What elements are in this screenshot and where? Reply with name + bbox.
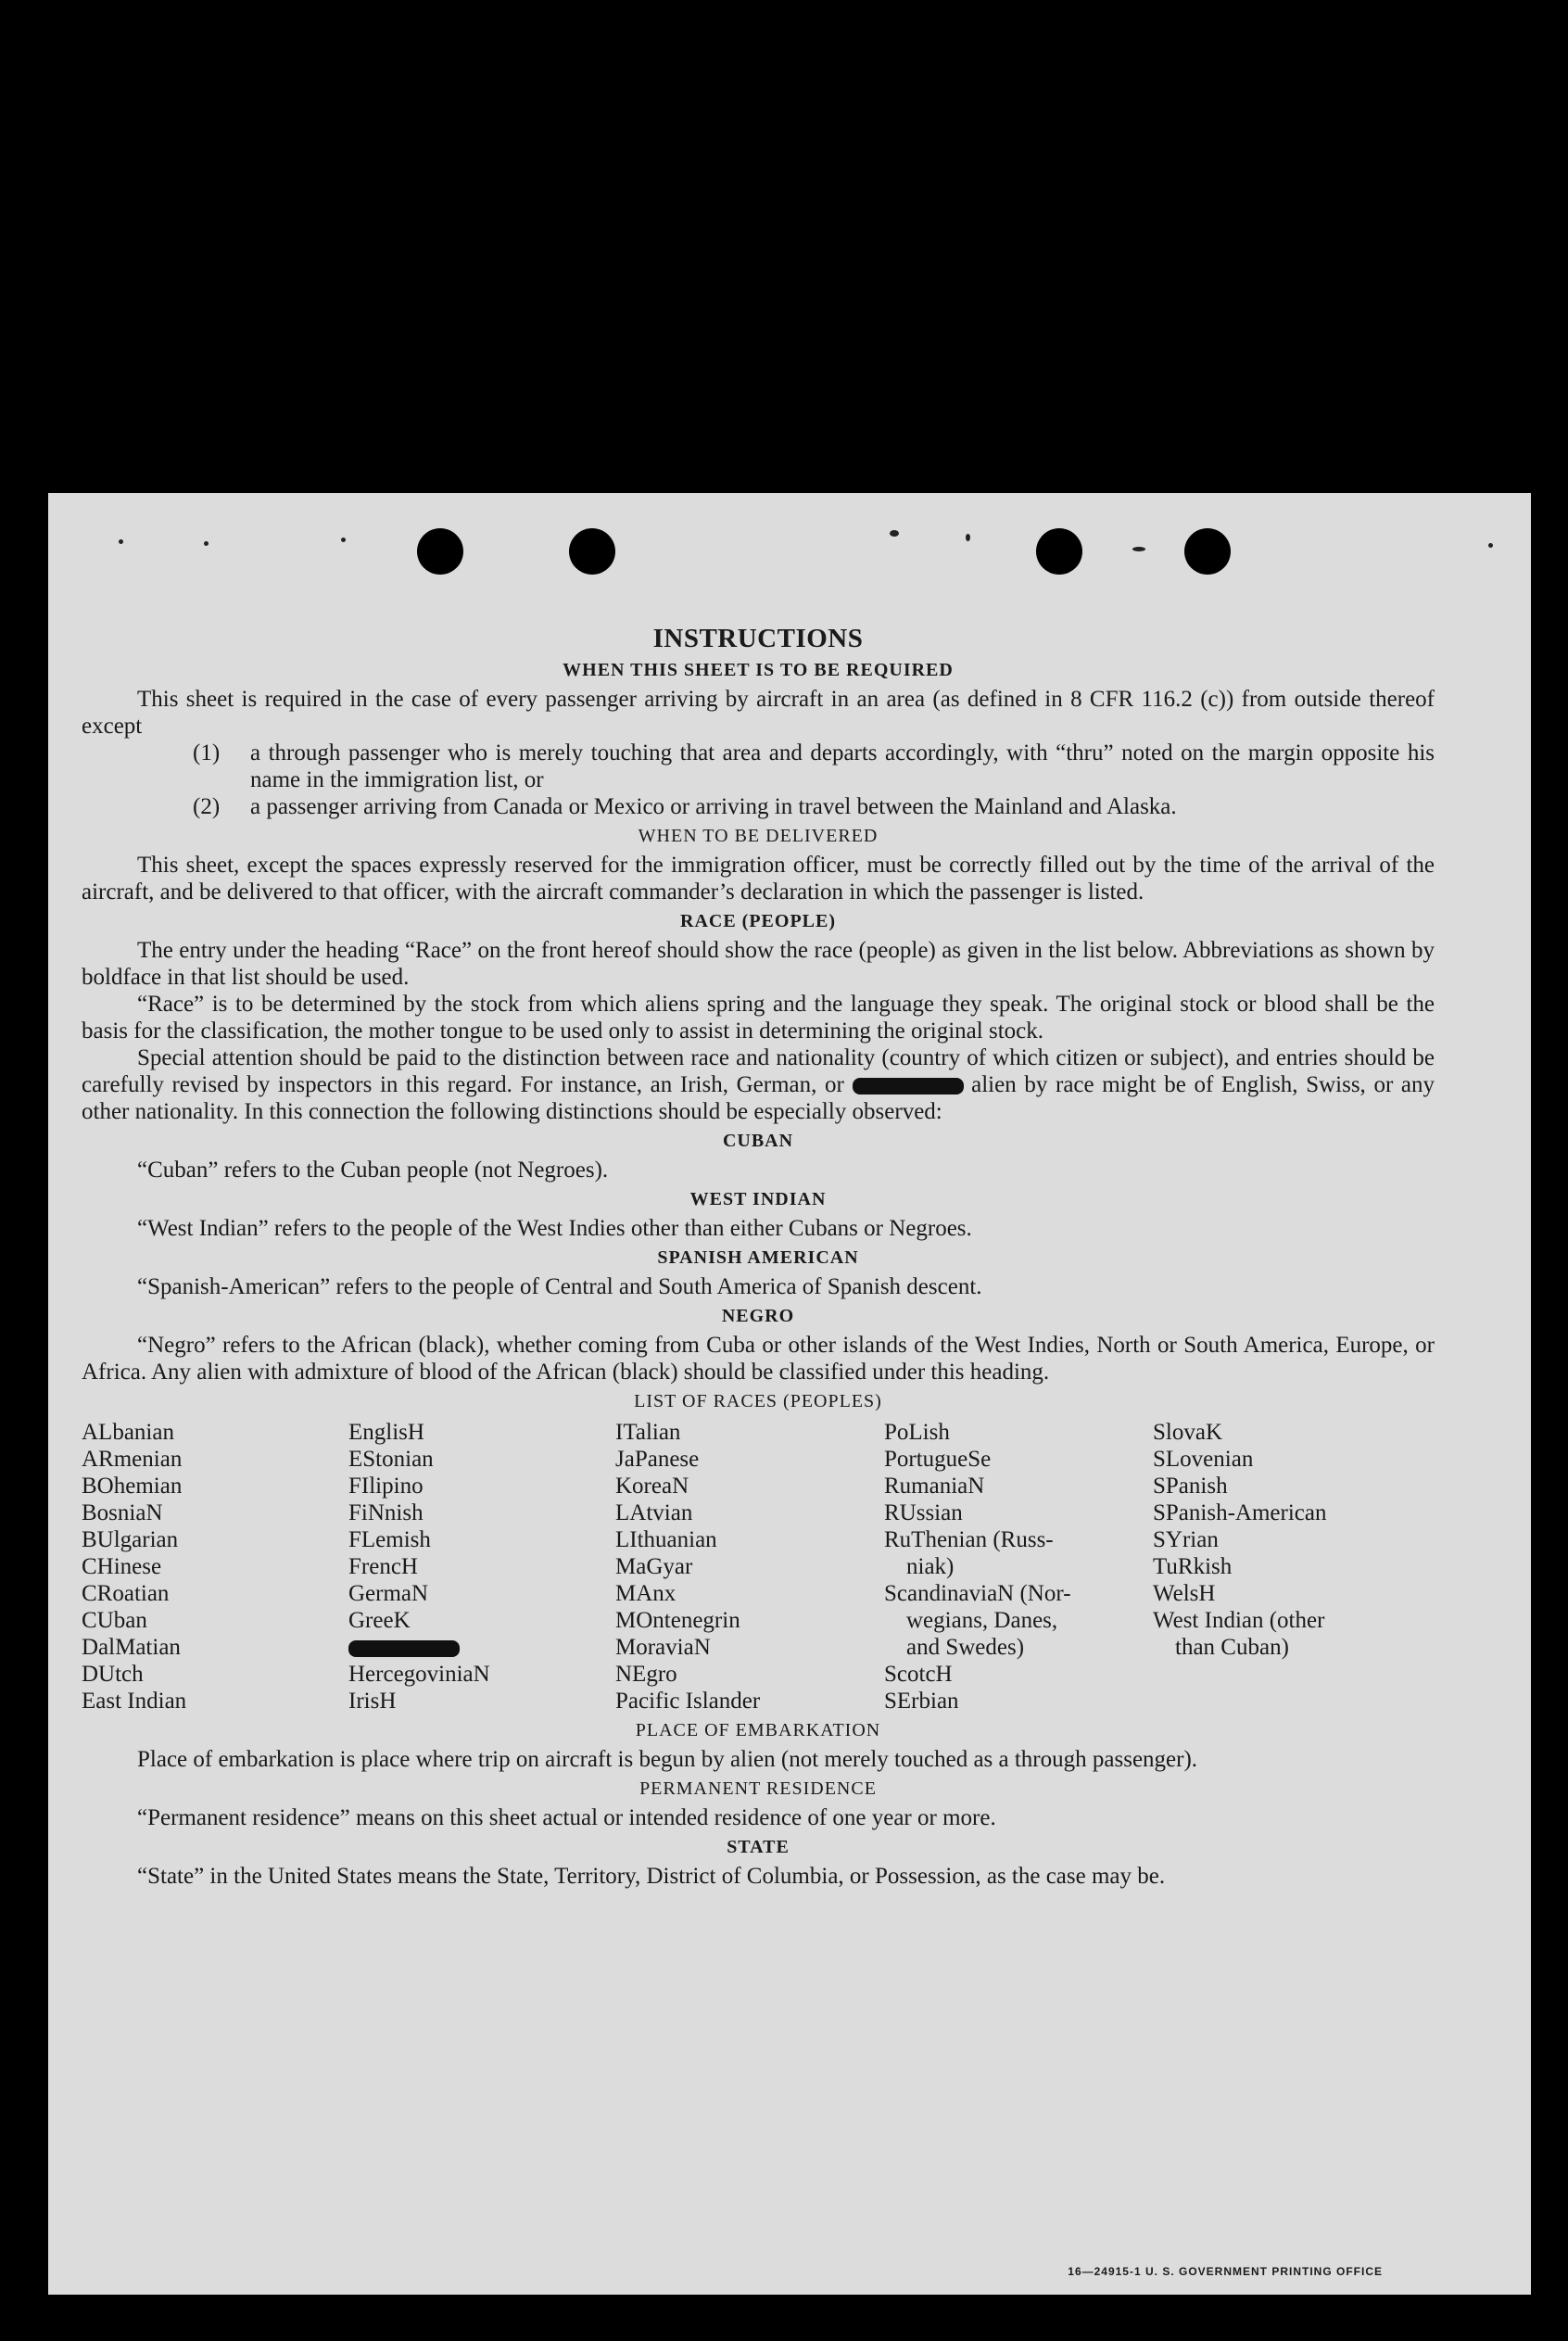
punch-hole-2 — [569, 528, 615, 575]
race-entry: ScandinaviaN (Nor- — [884, 1581, 1071, 1606]
race-paragraph-3-end: alien by race might be of English, Swiss, or any other nationality. In this connection the following distinctions should be especially observed: — [82, 1072, 1435, 1124]
race-paragraph-1: The entry under the heading “Race” on the front hereof should show the race (people) as given in the list below. Abbreviations as shown by boldface in that list should be used. — [82, 938, 1435, 990]
race-entry: DalMatian — [82, 1635, 181, 1660]
race-entry: LAtvian — [615, 1500, 693, 1525]
race-entry: EnglisH — [348, 1420, 424, 1445]
punch-hole-1 — [417, 528, 463, 575]
residence-text: “Permanent residence” means on this sheet actual or intended residence of one year or more. — [137, 1805, 996, 1830]
speck — [341, 538, 346, 542]
race-entry-continued: and Swedes) — [906, 1635, 1025, 1660]
race-entry: PortugueSe — [884, 1447, 992, 1472]
when-required-intro: This sheet is required in the case of every passenger arriving by aircraft in an area (as defined in 8 CFR 116.2 (c)) from outside thereof except — [82, 687, 1435, 739]
races-column-4 — [884, 1419, 1153, 1715]
race-entry-continued: than Cuban) — [1175, 1635, 1289, 1660]
race-entry: RUssian — [884, 1500, 963, 1525]
race-entry: BUlgarian — [82, 1527, 179, 1552]
race-entry: ARmenian — [82, 1447, 183, 1472]
section-heading-residence: PERMANENT RESIDENCE — [639, 1778, 877, 1799]
printing-office-code: 16—24915-1 U. S. GOVERNMENT PRINTING OFFICE — [1068, 2265, 1383, 2278]
race-entry: SYrian — [1153, 1527, 1219, 1552]
race-entry: GermaN — [348, 1581, 429, 1606]
races-column-5 — [1153, 1419, 1435, 1715]
race-entry: PoLish — [884, 1420, 950, 1445]
race-entry: MoraviaN — [615, 1635, 711, 1660]
race-entry-continued: niak) — [906, 1554, 955, 1579]
race-entry: HercegoviniaN — [348, 1662, 490, 1687]
race-entry: WelsH — [1153, 1581, 1216, 1606]
race-entry: BosniaN — [82, 1500, 163, 1525]
race-entry: EStonian — [348, 1447, 434, 1472]
race-entry: CRoatian — [82, 1581, 170, 1606]
race-entry: FIlipino — [348, 1474, 424, 1499]
race-paragraph-3 — [82, 1044, 1435, 1125]
race-entry: SErbian — [884, 1689, 959, 1714]
race-entry: SPanish — [1153, 1474, 1228, 1499]
exception-item — [82, 793, 1435, 820]
race-entry-continued: wegians, Danes, — [906, 1608, 1058, 1633]
section-heading-when-required: WHEN THIS SHEET IS TO BE REQUIRED — [563, 660, 954, 680]
when-delivered-text: This sheet, except the spaces expressly reserved for the immigration officer, must be correctly filled out by the time of the arrival of the aircraft, and be delivered to that officer, with the aircraft commander’s declaration in which the passenger is listed. — [82, 853, 1435, 905]
punch-hole-4 — [1184, 528, 1231, 575]
cuban-text: “Cuban” refers to the Cuban people (not Negroes). — [137, 1158, 609, 1183]
race-entry: KoreaN — [615, 1474, 689, 1499]
race-entry: NEgro — [615, 1662, 677, 1687]
instructions-content — [82, 623, 1435, 1890]
section-heading-west-indian: WEST INDIAN — [689, 1189, 827, 1209]
race-entry-redacted — [348, 1634, 615, 1661]
race-entry: ITalian — [615, 1420, 681, 1445]
negro-text: “Negro” refers to the African (black), whether coming from Cuba or other islands of the West Indies, North or South America, Europe, or Africa. Any alien with admixture of blood of the African (black) should be classified under this heading. — [82, 1333, 1435, 1385]
races-column-3 — [615, 1419, 884, 1715]
section-heading-race: RACE (PEOPLE) — [680, 911, 836, 931]
speck — [119, 539, 123, 544]
race-entry: RuThenian (Russ- — [884, 1527, 1054, 1552]
race-entry: Pacific Islander — [615, 1689, 761, 1714]
race-entry: JaPanese — [615, 1447, 700, 1472]
race-entry: DUtch — [82, 1662, 144, 1687]
section-heading-spanish-american: SPANISH AMERICAN — [657, 1247, 859, 1268]
race-entry: West Indian (other — [1153, 1608, 1325, 1633]
embarkation-text: Place of embarkation is place where trip on aircraft is begun by alien (not merely touched as a through passenger). — [137, 1747, 1198, 1772]
item-number: (2) — [193, 794, 221, 819]
race-entry: TuRkish — [1153, 1554, 1233, 1579]
redaction-mark — [348, 1640, 460, 1657]
document-sheet — [48, 493, 1531, 2295]
race-entry: GreeK — [348, 1608, 411, 1633]
speck — [1488, 543, 1493, 548]
section-heading-when-delivered: WHEN TO BE DELIVERED — [638, 826, 879, 846]
section-heading-negro: NEGRO — [721, 1306, 795, 1326]
race-entry: MaGyar — [615, 1554, 693, 1579]
race-paragraph-3-start: Special attention should be paid to the distinction between race and nationality (country of which citizen or subject), and entries should be carefully revised by inspectors in this regard. For instance, an Irish, German, or — [82, 1045, 1435, 1097]
item-text: a through passenger who is merely touching that area and departs accordingly, with “thru” noted on the margin opposite his name in the immigration list, or — [250, 740, 1435, 792]
section-heading-cuban: CUBAN — [722, 1131, 794, 1151]
redaction-mark — [853, 1078, 964, 1095]
race-entry: SPanish-American — [1153, 1500, 1327, 1525]
race-entry: East Indian — [82, 1689, 187, 1714]
page-title: INSTRUCTIONS — [652, 624, 864, 653]
punch-hole-3 — [1036, 528, 1082, 575]
race-entry: RumaniaN — [884, 1474, 985, 1499]
speck — [204, 541, 209, 546]
race-entry: FLemish — [348, 1527, 431, 1552]
race-entry: FrencH — [348, 1554, 418, 1579]
races-list — [82, 1419, 1435, 1715]
speck — [1132, 547, 1145, 551]
west-indian-text: “West Indian” refers to the people of the West Indies other than either Cubans or Negroes. — [137, 1216, 972, 1241]
section-heading-state: STATE — [727, 1837, 790, 1857]
race-entry: CHinese — [82, 1554, 162, 1579]
race-entry: BOhemian — [82, 1474, 183, 1499]
exception-item — [82, 740, 1435, 793]
race-entry: ScotcH — [884, 1662, 953, 1687]
spanish-american-text: “Spanish-American” refers to the people of Central and South America of Spanish descent. — [137, 1274, 982, 1299]
race-entry: SlovaK — [1153, 1420, 1222, 1445]
speck — [966, 534, 970, 541]
race-entry: CUban — [82, 1608, 147, 1633]
section-heading-races-list: LIST OF RACES (PEOPLES) — [634, 1391, 882, 1411]
race-entry: LIthuanian — [615, 1527, 717, 1552]
race-entry: MAnx — [615, 1581, 677, 1606]
section-heading-embarkation: PLACE OF EMBARKATION — [635, 1720, 881, 1740]
races-column-2 — [348, 1419, 615, 1715]
item-number: (1) — [193, 740, 221, 766]
race-entry: FiNnish — [348, 1500, 424, 1525]
race-entry: ALbanian — [82, 1420, 174, 1445]
race-entry: MOntenegrin — [615, 1608, 740, 1633]
races-column-1 — [82, 1419, 348, 1715]
state-text: “State” in the United States means the State, Territory, District of Columbia, or Possession, as the case may be. — [137, 1864, 1166, 1889]
race-entry: SLovenian — [1153, 1447, 1254, 1472]
speck — [890, 530, 899, 537]
item-text: a passenger arriving from Canada or Mexico or arriving in travel between the Mainland and Alaska. — [250, 794, 1177, 819]
race-entry: IrisH — [348, 1689, 397, 1714]
race-paragraph-2: “Race” is to be determined by the stock from which aliens spring and the language they speak. The original stock or blood shall be the basis for the classification, the mother tongue to be used only to assist in determining the original stock. — [82, 992, 1435, 1044]
